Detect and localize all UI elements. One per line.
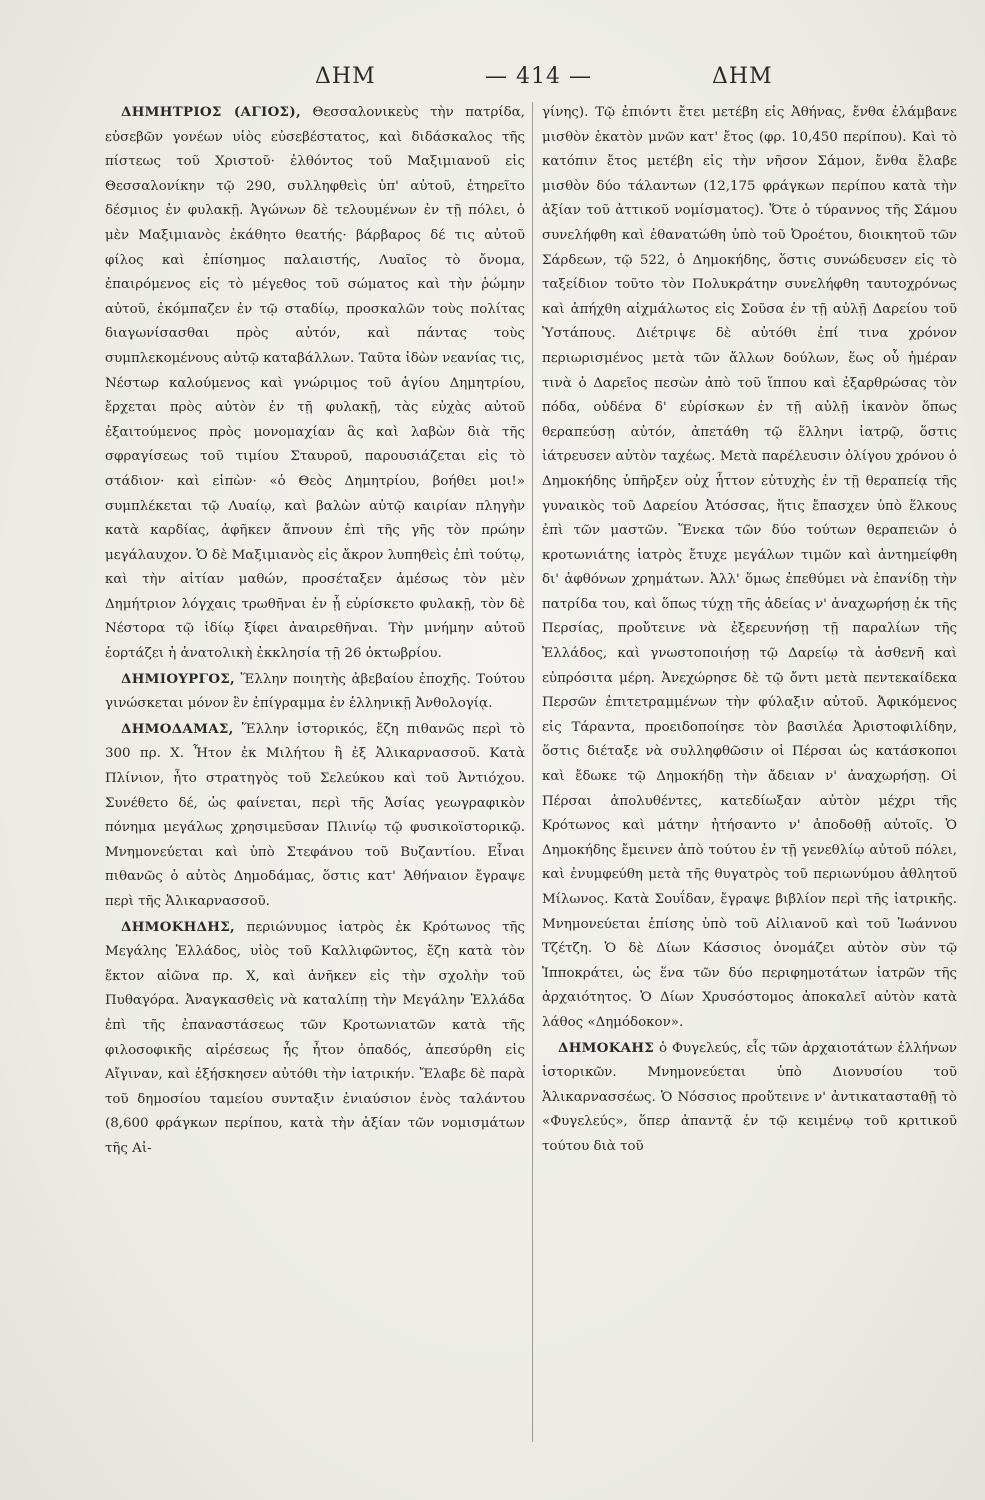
entry-dimiourgos	[105, 667, 525, 717]
running-head	[100, 64, 900, 96]
entry-dimoklis	[542, 1036, 957, 1160]
entry-dimokidis-continued	[542, 100, 957, 1036]
running-head-left: ΔΗΜ	[315, 64, 376, 89]
entry-text: ὁ Φυγελεύς, εἷς τῶν ἀρχαιοτάτων ἑλλήνων ἱστορικῶν. Μνημονεύεται ὑπὸ Διονυσίου τοῦ Ἁλικαρνασσέως. Ὁ Νόσσιος προὔτεινε ν' ἀντικατασταθῇ τὸ «Φυγελεύς», ὅπερ ἀπαντᾷ ἐν τῷ κειμένῳ τοῦ κριτικοῦ τούτου διὰ τοῦ	[542, 1040, 957, 1154]
entry-dimitrios	[105, 100, 525, 667]
entry-headword: ΔΗΜΙΟΥΡΓΟΣ,	[121, 670, 236, 687]
entry-text: Θεσσαλονικεὺς τὴν πατρίδα, εὐσεβῶν γονέων υἱὸς εὐσεβέστατος, καὶ διδάσκαλος τῆς πίστεως τοῦ Χριστοῦ· ἐλθόντος τοῦ Μαξιμιανοῦ εἰς Θεσσαλονίκην τῷ 290, συλληφθεὶς ὑπ' αὐτοῦ, ἐτηρεῖτο δέσμιος ἐν φυλακῇ. Ἀγώνων δὲ τελουμένων ἐν τῇ πόλει, ὁ μὲν Μαξιμιανὸς ἐκάθητο θεατής· βάρβαρος δέ τις αὐτοῦ φίλος καὶ ἐπίσημος παλαιστής, Λυαῖος τὸ ὄνομα, ἐπαιρόμενος εἰς τὸ μέγεθος τοῦ σώματος καὶ τὴν ῥώμην αὐτοῦ, ἐκόμπαζεν ἐν τῷ σταδίῳ, προσκαλῶν τοὺς πολίτας διαγωνίσασθαι πρὸς αὐτόν, καὶ πάντας τοὺς συμπλεκομένους αὐτῷ καταβάλλων. Ταῦτα ἰδὼν νεανίας τις, Νέστωρ καλούμενος καὶ γνώριμος τοῦ ἁγίου Δημητρίου, ἔρχεται πρὸς αὐτὸν ἐν τῇ φυλακῇ, τὰς εὐχὰς αὐτοῦ ἐξαιτούμενος πρὸς μονομαχίαν ἃς καὶ λαβὼν διὰ τῆς σφραγίσεως τοῦ τιμίου Σταυροῦ, παρουσιάζεται εἰς τὸ στάδιον· καὶ εἰπὼν· «ὁ Θεὸς Δημητρίου, βοήθει μοι!» συμπλέκεται τῷ Λυαίῳ, καὶ βαλὼν αὐτῷ καιρίαν πληγὴν κατὰ καρδίας, ἀφῆκεν ἄπνουν ἐπὶ τῆς γῆς τὸν πρώην μεγάλαυχον. Ὁ δὲ Μαξιμιανὸς εἰς ἄκρον λυπηθεὶς ἐπὶ τούτῳ, καὶ τὴν αἰτίαν μαθών, προσέταξεν ἀμέσως τὸν μὲν Δημήτριον λόγχαις τρωθῆναι ἐν ᾗ εὑρίσκετο φυλακῇ, τὸν δὲ Νέστορα τῷ ἰδίῳ ξίφει ἀναιρεθῆναι. Τὴν μνήμην αὐτοῦ ἑορτάζει ἡ ἀνατολικὴ ἐκκλησία τῇ 26 ὀκτωβρίου.	[105, 105, 525, 662]
entry-headword: ΔΗΜΟΔΑΜΑΣ,	[121, 720, 234, 737]
right-column	[542, 100, 957, 1460]
entry-text: Ἕλλην ἱστορικός, ἔζη πιθανῶς περὶ τὸ 300 πρ. Χ. Ἦτον ἐκ Μιλήτου ἢ ἐξ Ἁλικαρνασσοῦ. Κατὰ Πλίνιον, ἦτο στρατηγὸς τοῦ Σελεύκου καὶ τοῦ Ἀντιόχου. Συνέθετο δέ, ὡς φαίνεται, περὶ τῆς Ἀσίας γεωγραφικὸν πόνημα μεγάλως χρησιμεῦσαν Πλινίῳ τῷ φυσικοϊστορικῷ. Μνημονεύεται καὶ ὑπὸ Στεφάνου τοῦ Βυζαντίου. Εἶναι πιθανῶς ὁ αὐτὸς Δημοδάμας, ὅστις κατ' Ἀθήναιον ἔγραψε περὶ τῆς Ἁλικαρνασσοῦ.	[105, 721, 525, 909]
entry-headword: ΔΗΜΟΚΑΗΣ	[558, 1039, 655, 1056]
entry-dimokidis	[105, 915, 525, 1162]
entry-text: γίνης). Τῷ ἐπιόντι ἔτει μετέβη εἰς Ἀθήνας, ἔνθα ἐλάμβανε μισθὸν ἑκατὸν μνῶν κατ' ἔτος (φρ. 10,450 περίπου). Καὶ τὸ κατόπιν ἔτος μετέβη εἰς τὴν νῆσον Σάμον, ἔνθα ἔλαβε μισθὸν δύο τάλαντων (12,175 φράγκων περίπου κατὰ τὴν ἀξίαν τοῦ ἀττικοῦ νομίσματος). Ὅτε ὁ τύραννος τῆς Σάμου συνελήφθη καὶ ἐθανατώθη ὑπὸ τοῦ Ὀροέτου, διοικητοῦ τῶν Σάρδεων, τῷ 522, ὁ Δημοκήδης, ὅστις συνώδευσεν εἰς τὸ ταξείδιον τοῦτο τὸν Πολυκράτην συνελήφθη ταυτοχρόνως καὶ ἀπήχθη αἰχμάλωτος εἰς Σοῦσα ἐν τῇ αὐλῇ Δαρείου τοῦ Ὑστάπους. Διέτριψε δὲ αὐτόθι ἐπί τινα χρόνον περιωρισμένος μετὰ τῶν ἄλλων δούλων, ἕως οὗ ἡμέραν τινὰ ὁ Δαρεῖος πεσὼν ἀπὸ τοῦ ἵππου καὶ ἐξαρθρώσας τὸν πόδα, οὐδένα δ' εὑρίσκων ἐν τῇ αὐλῇ ἱκανὸν ὅπως θεραπεύσῃ αὐτόν, ἀπετάθη τῷ ἕλληνι ἰατρῷ, ὅστις ἰάτρευσεν αὐτὸν ταχέως. Μετὰ παρέλευσιν ὀλίγου χρόνου ὁ Δημοκήδης ὑπῆρξεν οὐχ ἧττον εὐτυχὴς ἐν τῇ θεραπείᾳ τῆς γυναικὸς τοῦ Δαρείου Ἀτόσσας, ἥτις ἔπασχεν ὑπὸ ἕλκους ἐπὶ τῶν μαστῶν. Ἕνεκα τῶν δύο τούτων θεραπειῶν ὁ κροτωνιάτης ἰατρὸς ἔτυχε μεγάλων τιμῶν καὶ ἀντημείφθη δι' ἀφθόνων χρημάτων. Ἀλλ' ὅμως ἐπεθύμει νὰ ἐπανίδῃ τὴν πατρίδα του, καὶ ὅπως τύχῃ τῆς ἀδείας ν' ἀναχωρήσῃ ἐκ τῆς Περσίας, προὔτεινε νὰ ἐξερευνήσῃ τῇ παραλίων τῆς Ἑλλάδος, καὶ γνωστοποιήσῃ τῷ Δαρείῳ τὰ ἀσθενῆ καὶ εὐπρόσιτα μέρη. Ἀνεχώρησε δὲ τῷ ὄντι μετὰ πεντεκαίδεκα Περσῶν ἐπιτετραμμένων τὴν φύλαξιν αὐτοῦ. Ἀφικόμενος εἰς Τάραντα, προειδοποίησε τὸν βασιλέα Ἀριστοφιλίδην, ὅστις διέταξε νὰ συλληφθῶσιν οἱ Πέρσαι ὡς κατάσκοποι καὶ ἔδωκε τῷ Δημοκήδῃ τὴν ἄδειαν ν' ἀναχωρήσῃ. Οἱ Πέρσαι ἀπολυθέντες, κατεδίωξαν αὐτὸν μέχρι τῆς Κρότωνος καὶ μάτην ἠτήσαντο ν' ἀποδοθῇ αὐτοῖς. Ὁ Δημοκήδης ἔμεινεν ἀπὸ τούτου ἐν τῇ γενεθλίῳ αὐτοῦ πόλει, καὶ ἐνυμφεύθη μετὰ τῆς θυγατρὸς τοῦ περιωνύμου ἀθλητοῦ Μίλωνος. Κατὰ Σουΐδαν, ἔγραψε βιβλίον περὶ τῆς ἰατρικῆς. Μνημονεύεται ἐπίσης ὑπὸ τοῦ Αἰλιανοῦ καὶ τοῦ Ἰωάννου Τζέτζη. Ὁ δὲ Δίων Κάσσιος ὀνομάζει αὐτὸν σὺν τῷ Ἱπποκράτει, ὡς ἕνα τῶν δύο περιφημοτάτων ἰατρῶν τῆς ἀρχαιότητος. Ὁ Δίων Χρυσόστομος ἀποκαλεῖ αὐτὸν κατὰ λάθος «Δημόδοκον».	[542, 105, 957, 1030]
entry-dimodamas	[105, 717, 525, 915]
running-head-right: ΔΗΜ	[712, 64, 773, 89]
column-divider	[532, 102, 533, 1442]
entry-text: Ἕλλην ποιητὴς ἀβεβαίου ἐποχῆς. Τούτου γινώσκεται μόνον ἓν ἐπίγραμμα ἐν ἑλληνικῇ Ἀνθολογίᾳ.	[105, 671, 525, 712]
entry-headword: ΔΗΜΗΤΡΙΟΣ (ΑΓΙΟΣ),	[121, 104, 301, 120]
entry-headword: ΔΗΜΟΚΗΔΗΣ,	[121, 918, 235, 935]
left-column	[105, 100, 525, 1460]
page-number: — 414 —	[485, 64, 592, 89]
entry-text: περιώνυμος ἰατρὸς ἐκ Κρότωνος τῆς Μεγάλης Ἑλλάδος, υἱὸς τοῦ Καλλιφῶντος, ἔζη κατὰ τὸν ἕκτον αἰῶνα πρ. Χ, καὶ ἀνῆκεν εἰς τὴν σχολὴν τοῦ Πυθαγόρα. Ἀναγκασθεὶς νὰ καταλίπῃ τὴν Μεγάλην Ἑλλάδα ἐπὶ τῆς ἐπαναστάσεως τῶν Κροτωνιατῶν κατὰ τῆς φιλοσοφικῆς αἱρέσεως ἧς ἦτον ὀπαδός, ἀπεσύρθη εἰς Αἴγιναν, καὶ ἐξήσκησεν αὐτόθι τὴν ἰατρικήν. Ἔλαβε δὲ παρὰ τοῦ δημοσίου ταμείου συνταξιν ἐνιαύσιον ἑνὸς ταλάντου (8,600 φράγκων περίπου, κατὰ τὴν ἀξίαν τῶν νομισμάτων τῆς Αἰ-	[105, 919, 525, 1156]
